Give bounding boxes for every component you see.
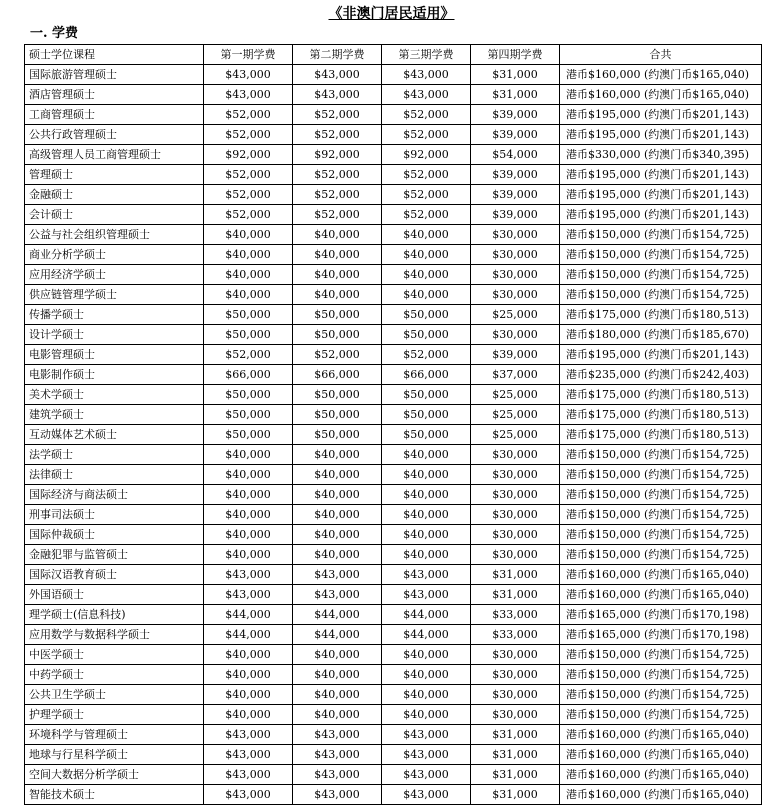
column-header-term2: 第二期学费	[293, 45, 382, 65]
table-row	[25, 765, 762, 785]
total-fee-cell: 港币$160,000 (约澳门币$165,040)	[560, 65, 762, 85]
term4-fee-cell: $30,000	[471, 685, 560, 705]
term1-fee-cell: $40,000	[204, 465, 293, 485]
term4-fee-cell: $39,000	[471, 185, 560, 205]
term1-fee-cell: $43,000	[204, 585, 293, 605]
term1-fee-cell: $43,000	[204, 745, 293, 765]
term2-fee-cell: $52,000	[293, 345, 382, 365]
term2-fee-cell: $92,000	[293, 145, 382, 165]
table-row	[25, 305, 762, 325]
total-fee-cell: 港币$165,000 (约澳门币$170,198)	[560, 605, 762, 625]
term4-fee-cell: $30,000	[471, 545, 560, 565]
term1-fee-cell: $40,000	[204, 665, 293, 685]
term2-fee-cell: $52,000	[293, 125, 382, 145]
term3-fee-cell: $40,000	[382, 505, 471, 525]
term2-fee-cell: $52,000	[293, 205, 382, 225]
document-title	[0, 4, 783, 24]
total-fee-cell: 港币$160,000 (约澳门币$165,040)	[560, 85, 762, 105]
term2-fee-cell: $40,000	[293, 665, 382, 685]
term2-fee-cell: $50,000	[293, 425, 382, 445]
table-row	[25, 585, 762, 605]
term3-fee-cell: $40,000	[382, 465, 471, 485]
term3-fee-cell: $40,000	[382, 645, 471, 665]
program-name-cell: 刑事司法硕士	[25, 505, 204, 525]
term4-fee-cell: $31,000	[471, 745, 560, 765]
term3-fee-cell: $52,000	[382, 185, 471, 205]
program-name-cell: 建筑学硕士	[25, 405, 204, 425]
term3-fee-cell: $40,000	[382, 445, 471, 465]
column-header-total: 合共	[560, 45, 762, 65]
term2-fee-cell: $43,000	[293, 85, 382, 105]
term3-fee-cell: $50,000	[382, 425, 471, 445]
total-fee-cell: 港币$195,000 (约澳门币$201,143)	[560, 345, 762, 365]
program-name-cell: 互动媒体艺术硕士	[25, 425, 204, 445]
term3-fee-cell: $40,000	[382, 285, 471, 305]
table-row	[25, 745, 762, 765]
total-fee-cell: 港币$165,000 (约澳门币$170,198)	[560, 625, 762, 645]
term4-fee-cell: $31,000	[471, 765, 560, 785]
term2-fee-cell: $40,000	[293, 545, 382, 565]
total-fee-cell: 港币$160,000 (约澳门币$165,040)	[560, 785, 762, 805]
term4-fee-cell: $25,000	[471, 425, 560, 445]
term3-fee-cell: $44,000	[382, 605, 471, 625]
term2-fee-cell: $40,000	[293, 245, 382, 265]
term2-fee-cell: $40,000	[293, 465, 382, 485]
term2-fee-cell: $40,000	[293, 225, 382, 245]
program-name-cell: 国际旅游管理硕士	[25, 65, 204, 85]
program-name-cell: 电影制作硕士	[25, 365, 204, 385]
term4-fee-cell: $30,000	[471, 525, 560, 545]
term1-fee-cell: $50,000	[204, 305, 293, 325]
program-name-cell: 电影管理硕士	[25, 345, 204, 365]
term4-fee-cell: $39,000	[471, 165, 560, 185]
term4-fee-cell: $39,000	[471, 205, 560, 225]
term4-fee-cell: $30,000	[471, 705, 560, 725]
table-row	[25, 265, 762, 285]
term2-fee-cell: $52,000	[293, 105, 382, 125]
program-name-cell: 智能技术硕士	[25, 785, 204, 805]
term2-fee-cell: $43,000	[293, 765, 382, 785]
table-row	[25, 785, 762, 805]
column-header-term3: 第三期学费	[382, 45, 471, 65]
term1-fee-cell: $44,000	[204, 625, 293, 645]
term1-fee-cell: $52,000	[204, 105, 293, 125]
program-name-cell: 公益与社会组织管理硕士	[25, 225, 204, 245]
term4-fee-cell: $30,000	[471, 285, 560, 305]
term1-fee-cell: $40,000	[204, 285, 293, 305]
term3-fee-cell: $43,000	[382, 725, 471, 745]
program-name-cell: 金融犯罪与监管硕士	[25, 545, 204, 565]
term3-fee-cell: $40,000	[382, 685, 471, 705]
term2-fee-cell: $40,000	[293, 685, 382, 705]
term3-fee-cell: $52,000	[382, 205, 471, 225]
program-name-cell: 应用经济学硕士	[25, 265, 204, 285]
table-body	[25, 65, 762, 805]
program-name-cell: 应用数学与数据科学硕士	[25, 625, 204, 645]
column-header-term1: 第一期学费	[204, 45, 293, 65]
term2-fee-cell: $40,000	[293, 285, 382, 305]
program-name-cell: 供应链管理学硕士	[25, 285, 204, 305]
table-row	[25, 105, 762, 125]
total-fee-cell: 港币$160,000 (约澳门币$165,040)	[560, 725, 762, 745]
table-row	[25, 605, 762, 625]
table-row	[25, 685, 762, 705]
term2-fee-cell: $43,000	[293, 565, 382, 585]
term4-fee-cell: $31,000	[471, 565, 560, 585]
program-name-cell: 美术学硕士	[25, 385, 204, 405]
term1-fee-cell: $92,000	[204, 145, 293, 165]
total-fee-cell: 港币$160,000 (约澳门币$165,040)	[560, 585, 762, 605]
total-fee-cell: 港币$160,000 (约澳门币$165,040)	[560, 745, 762, 765]
column-header-program: 硕士学位课程	[25, 45, 204, 65]
term3-fee-cell: $40,000	[382, 225, 471, 245]
table-row	[25, 725, 762, 745]
term1-fee-cell: $40,000	[204, 685, 293, 705]
term2-fee-cell: $40,000	[293, 265, 382, 285]
term3-fee-cell: $43,000	[382, 565, 471, 585]
table-row	[25, 65, 762, 85]
term3-fee-cell: $52,000	[382, 125, 471, 145]
term3-fee-cell: $40,000	[382, 545, 471, 565]
table-row	[25, 425, 762, 445]
term4-fee-cell: $30,000	[471, 645, 560, 665]
term4-fee-cell: $37,000	[471, 365, 560, 385]
term1-fee-cell: $40,000	[204, 525, 293, 545]
total-fee-cell: 港币$150,000 (约澳门币$154,725)	[560, 265, 762, 285]
program-name-cell: 护理学硕士	[25, 705, 204, 725]
term4-fee-cell: $39,000	[471, 125, 560, 145]
term1-fee-cell: $52,000	[204, 185, 293, 205]
total-fee-cell: 港币$235,000 (约澳门币$242,403)	[560, 365, 762, 385]
term2-fee-cell: $50,000	[293, 305, 382, 325]
term3-fee-cell: $43,000	[382, 785, 471, 805]
program-name-cell: 设计学硕士	[25, 325, 204, 345]
total-fee-cell: 港币$150,000 (约澳门币$154,725)	[560, 645, 762, 665]
term3-fee-cell: $50,000	[382, 405, 471, 425]
term4-fee-cell: $31,000	[471, 725, 560, 745]
term3-fee-cell: $66,000	[382, 365, 471, 385]
term3-fee-cell: $50,000	[382, 385, 471, 405]
term4-fee-cell: $30,000	[471, 445, 560, 465]
term3-fee-cell: $43,000	[382, 745, 471, 765]
term4-fee-cell: $25,000	[471, 385, 560, 405]
term4-fee-cell: $39,000	[471, 105, 560, 125]
term4-fee-cell: $31,000	[471, 65, 560, 85]
term3-fee-cell: $44,000	[382, 625, 471, 645]
total-fee-cell: 港币$195,000 (约澳门币$201,143)	[560, 105, 762, 125]
total-fee-cell: 港币$175,000 (约澳门币$180,513)	[560, 425, 762, 445]
term2-fee-cell: $43,000	[293, 65, 382, 85]
term2-fee-cell: $43,000	[293, 745, 382, 765]
term2-fee-cell: $50,000	[293, 325, 382, 345]
total-fee-cell: 港币$150,000 (约澳门币$154,725)	[560, 485, 762, 505]
total-fee-cell: 港币$150,000 (约澳门币$154,725)	[560, 445, 762, 465]
term1-fee-cell: $43,000	[204, 785, 293, 805]
table-row	[25, 665, 762, 685]
total-fee-cell: 港币$150,000 (约澳门币$154,725)	[560, 685, 762, 705]
term3-fee-cell: $43,000	[382, 85, 471, 105]
term1-fee-cell: $50,000	[204, 385, 293, 405]
term3-fee-cell: $43,000	[382, 585, 471, 605]
program-name-cell: 会计硕士	[25, 205, 204, 225]
total-fee-cell: 港币$195,000 (约澳门币$201,143)	[560, 185, 762, 205]
table-row	[25, 465, 762, 485]
program-name-cell: 中医学硕士	[25, 645, 204, 665]
table-row	[25, 565, 762, 585]
total-fee-cell: 港币$175,000 (约澳门币$180,513)	[560, 305, 762, 325]
table-row	[25, 225, 762, 245]
table-row	[25, 165, 762, 185]
term2-fee-cell: $43,000	[293, 785, 382, 805]
term3-fee-cell: $50,000	[382, 305, 471, 325]
term3-fee-cell: $50,000	[382, 325, 471, 345]
table-row	[25, 485, 762, 505]
term4-fee-cell: $30,000	[471, 225, 560, 245]
term4-fee-cell: $25,000	[471, 405, 560, 425]
table-row	[25, 525, 762, 545]
program-name-cell: 金融硕士	[25, 185, 204, 205]
tuition-table	[24, 44, 762, 805]
table-header-row	[25, 45, 762, 65]
term4-fee-cell: $33,000	[471, 625, 560, 645]
program-name-cell: 法学硕士	[25, 445, 204, 465]
program-name-cell: 传播学硕士	[25, 305, 204, 325]
column-header-term4: 第四期学费	[471, 45, 560, 65]
program-name-cell: 法律硕士	[25, 465, 204, 485]
term3-fee-cell: $52,000	[382, 165, 471, 185]
term1-fee-cell: $40,000	[204, 505, 293, 525]
term1-fee-cell: $43,000	[204, 65, 293, 85]
program-name-cell: 外国语硕士	[25, 585, 204, 605]
program-name-cell: 地球与行星科学硕士	[25, 745, 204, 765]
program-name-cell: 空间大数据分析学硕士	[25, 765, 204, 785]
table-row	[25, 405, 762, 425]
total-fee-cell: 港币$150,000 (约澳门币$154,725)	[560, 525, 762, 545]
term1-fee-cell: $52,000	[204, 345, 293, 365]
term1-fee-cell: $40,000	[204, 705, 293, 725]
term1-fee-cell: $40,000	[204, 265, 293, 285]
program-name-cell: 公共行政管理硕士	[25, 125, 204, 145]
term2-fee-cell: $52,000	[293, 165, 382, 185]
table-row	[25, 625, 762, 645]
term2-fee-cell: $43,000	[293, 585, 382, 605]
term4-fee-cell: $30,000	[471, 665, 560, 685]
table-row	[25, 85, 762, 105]
term2-fee-cell: $50,000	[293, 405, 382, 425]
program-name-cell: 环境科学与管理硕士	[25, 725, 204, 745]
total-fee-cell: 港币$150,000 (约澳门币$154,725)	[560, 545, 762, 565]
term2-fee-cell: $44,000	[293, 625, 382, 645]
term1-fee-cell: $44,000	[204, 605, 293, 625]
term2-fee-cell: $40,000	[293, 505, 382, 525]
total-fee-cell: 港币$195,000 (约澳门币$201,143)	[560, 165, 762, 185]
term2-fee-cell: $40,000	[293, 705, 382, 725]
term4-fee-cell: $25,000	[471, 305, 560, 325]
total-fee-cell: 港币$180,000 (约澳门币$185,670)	[560, 325, 762, 345]
term4-fee-cell: $31,000	[471, 585, 560, 605]
term3-fee-cell: $40,000	[382, 705, 471, 725]
term4-fee-cell: $30,000	[471, 325, 560, 345]
table-row	[25, 125, 762, 145]
term4-fee-cell: $30,000	[471, 245, 560, 265]
term2-fee-cell: $44,000	[293, 605, 382, 625]
table-row	[25, 385, 762, 405]
total-fee-cell: 港币$160,000 (约澳门币$165,040)	[560, 765, 762, 785]
term2-fee-cell: $66,000	[293, 365, 382, 385]
term1-fee-cell: $52,000	[204, 165, 293, 185]
term3-fee-cell: $40,000	[382, 265, 471, 285]
program-name-cell: 高级管理人员工商管理硕士	[25, 145, 204, 165]
term3-fee-cell: $43,000	[382, 65, 471, 85]
term1-fee-cell: $50,000	[204, 325, 293, 345]
document-title-text: 《非澳门居民适用》	[328, 6, 455, 22]
program-name-cell: 商业分析学硕士	[25, 245, 204, 265]
program-name-cell: 公共卫生学硕士	[25, 685, 204, 705]
term4-fee-cell: $31,000	[471, 85, 560, 105]
term2-fee-cell: $40,000	[293, 485, 382, 505]
table-row	[25, 185, 762, 205]
table-row	[25, 365, 762, 385]
term4-fee-cell: $30,000	[471, 265, 560, 285]
term3-fee-cell: $40,000	[382, 245, 471, 265]
table-row	[25, 705, 762, 725]
term1-fee-cell: $40,000	[204, 225, 293, 245]
program-name-cell: 工商管理硕士	[25, 105, 204, 125]
term1-fee-cell: $66,000	[204, 365, 293, 385]
table-row	[25, 285, 762, 305]
term2-fee-cell: $50,000	[293, 385, 382, 405]
term1-fee-cell: $40,000	[204, 445, 293, 465]
section-heading: 一. 学费	[30, 26, 79, 41]
term1-fee-cell: $52,000	[204, 125, 293, 145]
term4-fee-cell: $30,000	[471, 465, 560, 485]
term2-fee-cell: $43,000	[293, 725, 382, 745]
table-row	[25, 145, 762, 165]
total-fee-cell: 港币$330,000 (约澳门币$340,395)	[560, 145, 762, 165]
table-row	[25, 645, 762, 665]
total-fee-cell: 港币$175,000 (约澳门币$180,513)	[560, 405, 762, 425]
term3-fee-cell: $52,000	[382, 105, 471, 125]
term2-fee-cell: $40,000	[293, 445, 382, 465]
term3-fee-cell: $40,000	[382, 485, 471, 505]
total-fee-cell: 港币$150,000 (约澳门币$154,725)	[560, 505, 762, 525]
total-fee-cell: 港币$160,000 (约澳门币$165,040)	[560, 565, 762, 585]
term3-fee-cell: $40,000	[382, 665, 471, 685]
term1-fee-cell: $43,000	[204, 765, 293, 785]
term3-fee-cell: $40,000	[382, 525, 471, 545]
term1-fee-cell: $40,000	[204, 645, 293, 665]
term4-fee-cell: $31,000	[471, 785, 560, 805]
term3-fee-cell: $52,000	[382, 345, 471, 365]
table-row	[25, 345, 762, 365]
total-fee-cell: 港币$150,000 (约澳门币$154,725)	[560, 665, 762, 685]
term1-fee-cell: $50,000	[204, 425, 293, 445]
term4-fee-cell: $30,000	[471, 485, 560, 505]
term1-fee-cell: $40,000	[204, 485, 293, 505]
table-row	[25, 325, 762, 345]
total-fee-cell: 港币$150,000 (约澳门币$154,725)	[560, 705, 762, 725]
term2-fee-cell: $40,000	[293, 525, 382, 545]
term1-fee-cell: $52,000	[204, 205, 293, 225]
term3-fee-cell: $43,000	[382, 765, 471, 785]
term4-fee-cell: $33,000	[471, 605, 560, 625]
total-fee-cell: 港币$195,000 (约澳门币$201,143)	[560, 125, 762, 145]
program-name-cell: 理学硕士(信息科技)	[25, 605, 204, 625]
program-name-cell: 中药学硕士	[25, 665, 204, 685]
table-row	[25, 505, 762, 525]
program-name-cell: 管理硕士	[25, 165, 204, 185]
term4-fee-cell: $30,000	[471, 505, 560, 525]
total-fee-cell: 港币$150,000 (约澳门币$154,725)	[560, 285, 762, 305]
total-fee-cell: 港币$150,000 (约澳门币$154,725)	[560, 465, 762, 485]
term3-fee-cell: $92,000	[382, 145, 471, 165]
term4-fee-cell: $54,000	[471, 145, 560, 165]
total-fee-cell: 港币$195,000 (约澳门币$201,143)	[560, 205, 762, 225]
table-row	[25, 445, 762, 465]
term2-fee-cell: $52,000	[293, 185, 382, 205]
table-row	[25, 545, 762, 565]
term1-fee-cell: $40,000	[204, 245, 293, 265]
program-name-cell: 酒店管理硕士	[25, 85, 204, 105]
total-fee-cell: 港币$150,000 (约澳门币$154,725)	[560, 225, 762, 245]
term1-fee-cell: $43,000	[204, 565, 293, 585]
program-name-cell: 国际仲裁硕士	[25, 525, 204, 545]
table-row	[25, 245, 762, 265]
program-name-cell: 国际经济与商法硕士	[25, 485, 204, 505]
term1-fee-cell: $43,000	[204, 725, 293, 745]
term1-fee-cell: $50,000	[204, 405, 293, 425]
term1-fee-cell: $43,000	[204, 85, 293, 105]
term2-fee-cell: $40,000	[293, 645, 382, 665]
term1-fee-cell: $40,000	[204, 545, 293, 565]
total-fee-cell: 港币$150,000 (约澳门币$154,725)	[560, 245, 762, 265]
program-name-cell: 国际汉语教育硕士	[25, 565, 204, 585]
table-row	[25, 205, 762, 225]
total-fee-cell: 港币$175,000 (约澳门币$180,513)	[560, 385, 762, 405]
term4-fee-cell: $39,000	[471, 345, 560, 365]
